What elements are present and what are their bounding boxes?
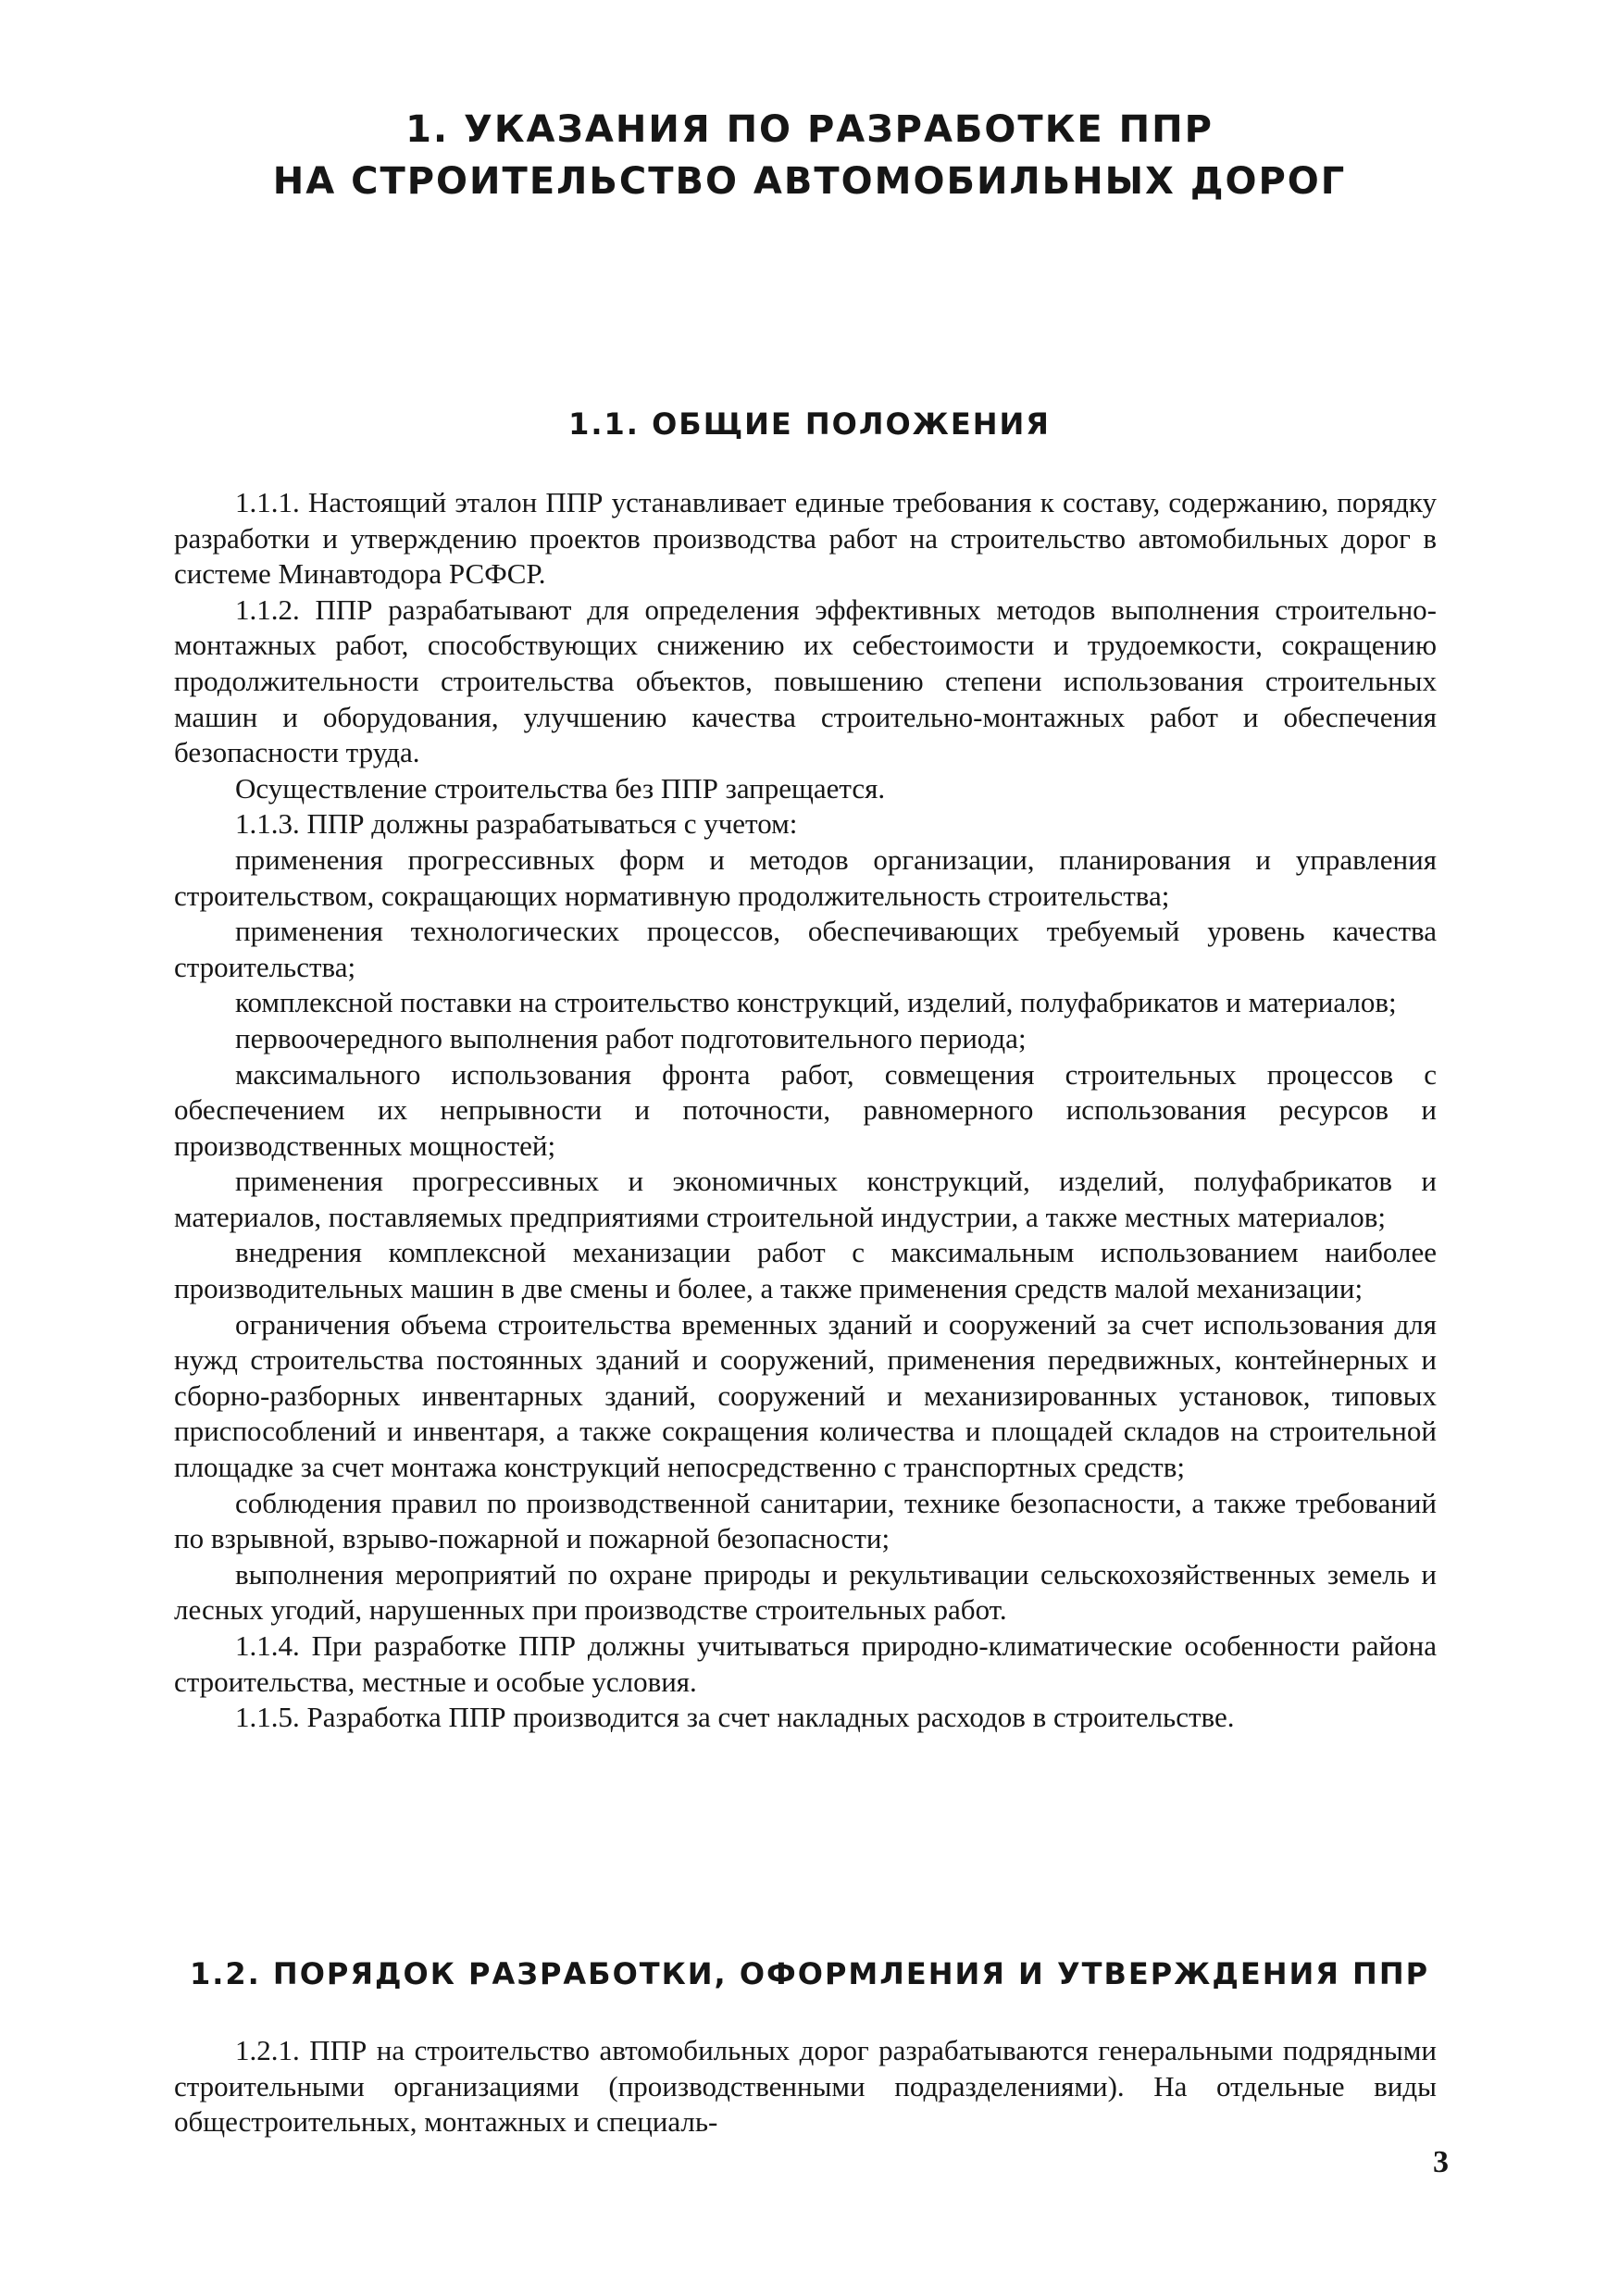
section-1-2-heading: 1.2. ПОРЯДОК РАЗРАБОТКИ, ОФОРМЛЕНИЯ И УТВЕРЖДЕНИЯ ППР <box>189 1956 1430 1991</box>
list-item: применения технологических процессов, обеспечивающих требуемый уровень качества строительства; <box>174 915 1437 983</box>
section-1-1-heading: 1.1. ОБЩИЕ ПОЛОЖЕНИЯ <box>568 406 1051 442</box>
paragraph-1-1-1: 1.1.1. Настоящий эталон ППР устанавливает единые требования к составу, содержанию, порядку разработки и утверждению проектов производства работ на строительство автомобильных дорог в системе Минавтодора РСФСР. <box>174 486 1437 591</box>
list-item: применения прогрессивных и экономичных конструкций, изделий, полуфабрикатов и материалов, поставляемых предприятиями строительной индустрии, а также местных материалов; <box>174 1165 1437 1233</box>
list-item: ограничения объема строительства временных зданий и сооружений за счет использования для нужд строительства постоянных зданий и сооружений, применения передвижных, контейнерных и сборно-разборных инвентарных зданий, сооружений и механизированных установок, типовых приспособлений и инвентаря, а также сокращения количества и площадей складов на строительной площадке за счет монтажа конструкций непосредственно с транспортных средств; <box>174 1307 1437 1484</box>
title-line-2: НА СТРОИТЕЛЬСТВО АВТОМОБИЛЬНЫХ ДОРОГ <box>272 160 1347 203</box>
page-title <box>139 104 1480 207</box>
list-item: первоочередного выполнения работ подготовительного периода; <box>235 1021 1027 1054</box>
title-line-1: 1. УКАЗАНИЯ ПО РАЗРАБОТКЕ ППР <box>405 108 1214 151</box>
list-item: применения прогрессивных форм и методов организации, планирования и управления строительством, сокращающих нормативную продолжительность строительства; <box>174 842 1437 912</box>
paragraph-1-2-1: 1.2.1. ППР на строительство автомобильных дорог разрабатываются генеральными подрядными строительными организациями (производственными подразделениями). На отдельные виды общестроительных, монтажных и специаль- <box>174 2034 1437 2139</box>
list-item: выполнения мероприятий по охране природы и рекультивации сельскохозяйственных земель и лесных угодий, нарушенных при производстве строительных работ. <box>174 1557 1437 1627</box>
paragraph-1-1-2: 1.1.2. ППР разрабатывают для определения эффективных методов выполнения строительно-монтажных работ, способствующих снижению их себестоимости и трудоемкости, сокращению продолжительности строительства объектов, повышению степени использования строительных машин и оборудования, улучшению качества строительно-монтажных работ и обеспечения безопасности труда. <box>174 593 1437 769</box>
list-item: комплексной поставки на строительство конструкций, изделий, полуфабрикатов и материалов; <box>235 986 1397 1019</box>
section-1-1-body <box>174 485 1437 1736</box>
paragraph-1-1-3: 1.1.3. ППР должны разрабатываться с учетом: <box>235 807 798 841</box>
paragraph-1-1-5: 1.1.5. Разработка ППР производится за счет накладных расходов в строительстве. <box>235 1701 1235 1734</box>
list-item: соблюдения правил по производственной санитарии, технике безопасности, а также требований по взрывной, взрыво-пожарной и пожарной безопасности; <box>174 1486 1437 1555</box>
paragraph: Осуществление строительства без ППР запрещается. <box>235 771 886 805</box>
list-item: максимального использования фронта работ, совмещения строительных процессов с обеспечением их непрывности и поточности, равномерного использования ресурсов и производственных мощностей; <box>174 1057 1437 1162</box>
section-1-2-body <box>174 2033 1437 2140</box>
page-number: 3 <box>1433 2145 1449 2179</box>
paragraph-1-1-4: 1.1.4. При разработке ППР должны учитываться природно-климатические особенности района строительства, местные и особые условия. <box>174 1629 1437 1698</box>
list-item: внедрения комплексной механизации работ с максимальным использованием наиболее производительных машин в две смены и более, а также применения средств малой механизации; <box>174 1236 1437 1305</box>
